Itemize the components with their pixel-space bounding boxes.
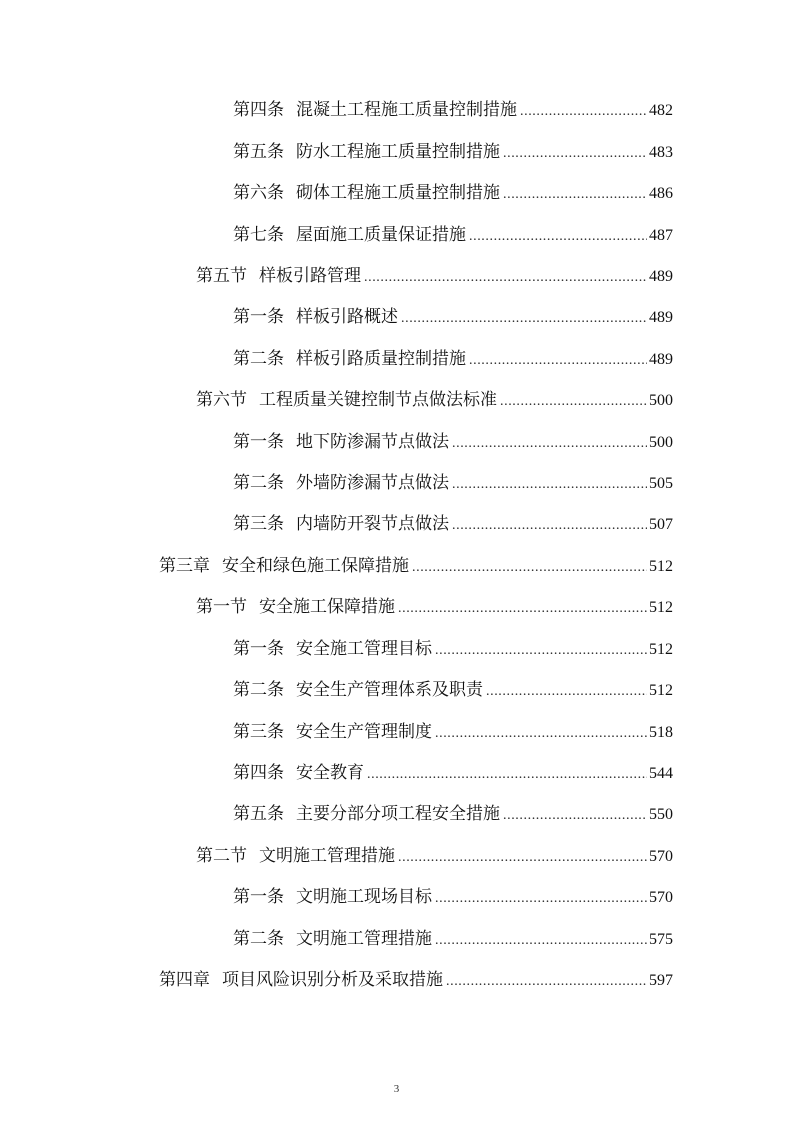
toc-entry-title: 屋面施工质量保证措施 [296,225,466,245]
toc-entry-title: 项目风险识别分析及采取措施 [222,970,443,990]
toc-entry-number: 第三条 [233,514,284,534]
toc-entry-number: 第五条 [233,142,284,162]
toc-entry-number: 第二条 [233,680,284,700]
toc-dot-leader [469,225,647,249]
toc-entry[interactable] [233,678,673,702]
toc-entry-page: 512 [649,682,673,699]
toc-entry[interactable] [159,554,673,578]
toc-entry-title: 样板引路概述 [296,307,398,327]
toc-entry-title: 工程质量关键控制节点做法标准 [259,390,497,410]
toc-entry-number: 第三条 [233,722,284,742]
toc-entry-number: 第四条 [233,763,284,783]
toc-entry-title: 样板引路质量控制措施 [296,349,466,369]
toc-entry-page: 570 [649,889,673,906]
toc-dot-leader [412,556,647,580]
toc-entry-title: 文明施工现场目标 [296,887,432,907]
toc-entry-number: 第二条 [233,473,284,493]
toc-entry-title: 砌体工程施工质量控制措施 [296,183,500,203]
toc-entry-page: 597 [649,972,673,989]
toc-dot-leader [452,432,647,456]
toc-entry-number: 第三章 [159,556,210,576]
toc-entry-title: 安全教育 [296,763,364,783]
toc-dot-leader [367,763,647,787]
toc-dot-leader [435,887,647,911]
toc-dot-leader [364,266,647,290]
toc-entry-title: 主要分部分项工程安全措施 [296,804,500,824]
toc-entry-page: 512 [649,599,673,616]
toc-dot-leader [503,142,647,166]
toc-entry-title: 防水工程施工质量控制措施 [296,142,500,162]
toc-entry-number: 第一条 [233,432,284,452]
toc-entry[interactable] [233,802,673,826]
toc-dot-leader [435,722,647,746]
toc-entry[interactable] [159,968,673,992]
toc-entry-title: 文明施工管理措施 [259,846,395,866]
toc-entry-title: 外墙防渗漏节点做法 [296,473,449,493]
toc-entry[interactable] [196,264,673,288]
toc-dot-leader [398,597,647,621]
toc-entry-number: 第六节 [196,390,247,410]
toc-dot-leader [401,307,647,331]
toc-entry-page: 512 [649,641,673,658]
toc-entry-number: 第一条 [233,307,284,327]
toc-entry-page: 486 [649,185,673,202]
toc-entry[interactable] [233,430,673,454]
toc-entry-page: 487 [649,227,673,244]
toc-entry-number: 第四条 [233,100,284,120]
toc-entry-number: 第七条 [233,225,284,245]
toc-dot-leader [452,514,647,538]
toc-entry-number: 第一节 [196,597,247,617]
toc-entry-number: 第一条 [233,887,284,907]
toc-entry[interactable] [196,388,673,412]
toc-entry-page: 550 [649,806,673,823]
toc-entry-title: 安全施工管理目标 [296,639,432,659]
toc-dot-leader [520,100,647,124]
toc-entry-number: 第二条 [233,349,284,369]
toc-entry-title: 安全生产管理制度 [296,722,432,742]
toc-dot-leader [500,390,647,414]
toc-entry[interactable] [233,471,673,495]
toc-entry[interactable] [196,595,673,619]
toc-entry-page: 482 [649,102,673,119]
toc-entry[interactable] [233,927,673,951]
toc-entry[interactable] [233,720,673,744]
toc-dot-leader [503,183,647,207]
toc-entry-page: 518 [649,724,673,741]
toc-entry-title: 地下防渗漏节点做法 [296,432,449,452]
toc-entry[interactable] [233,98,673,122]
toc-entry-title: 安全施工保障措施 [259,597,395,617]
toc-entry-number: 第二节 [196,846,247,866]
toc-entry[interactable] [233,305,673,329]
toc-entry[interactable] [233,140,673,164]
toc-entry-page: 507 [649,516,673,533]
toc-entry[interactable] [196,844,673,868]
toc-entry-number: 第一条 [233,639,284,659]
toc-dot-leader [486,680,647,704]
toc-entry-number: 第六条 [233,183,284,203]
toc-entry-page: 505 [649,475,673,492]
toc-entry-number: 第四章 [159,970,210,990]
toc-dot-leader [452,473,647,497]
toc-dot-leader [435,639,647,663]
toc-entry-number: 第五条 [233,804,284,824]
page-number: 3 [393,1083,400,1095]
toc-entry[interactable] [233,223,673,247]
toc-entry[interactable] [233,637,673,661]
toc-entry-page: 489 [649,268,673,285]
toc-entry[interactable] [233,885,673,909]
toc-entry-number: 第五节 [196,266,247,286]
toc-entry-page: 489 [649,351,673,368]
toc-entry-number: 第二条 [233,929,284,949]
toc-dot-leader [435,929,647,953]
toc-entry-page: 500 [649,392,673,409]
toc-entry-title: 混凝土工程施工质量控制措施 [296,100,517,120]
toc-entry[interactable] [233,761,673,785]
toc-dot-leader [503,804,647,828]
toc-entry-page: 489 [649,309,673,326]
toc-entry-page: 483 [649,144,673,161]
toc-entry-page: 575 [649,931,673,948]
toc-dot-leader [469,349,647,373]
toc-entry-title: 内墙防开裂节点做法 [296,514,449,534]
toc-entry[interactable] [233,347,673,371]
toc-entry[interactable] [233,181,673,205]
toc-dot-leader [398,846,647,870]
toc-entry-title: 样板引路管理 [259,266,361,286]
toc-entry-page: 570 [649,848,673,865]
toc-entry-title: 文明施工管理措施 [296,929,432,949]
toc-entry-title: 安全和绿色施工保障措施 [222,556,409,576]
toc-dot-leader [446,970,647,994]
toc-entry-page: 544 [649,765,673,782]
toc-entry-page: 500 [649,434,673,451]
toc-entry[interactable] [233,512,673,536]
toc-entry-page: 512 [649,558,673,575]
toc-entry-title: 安全生产管理体系及职责 [296,680,483,700]
